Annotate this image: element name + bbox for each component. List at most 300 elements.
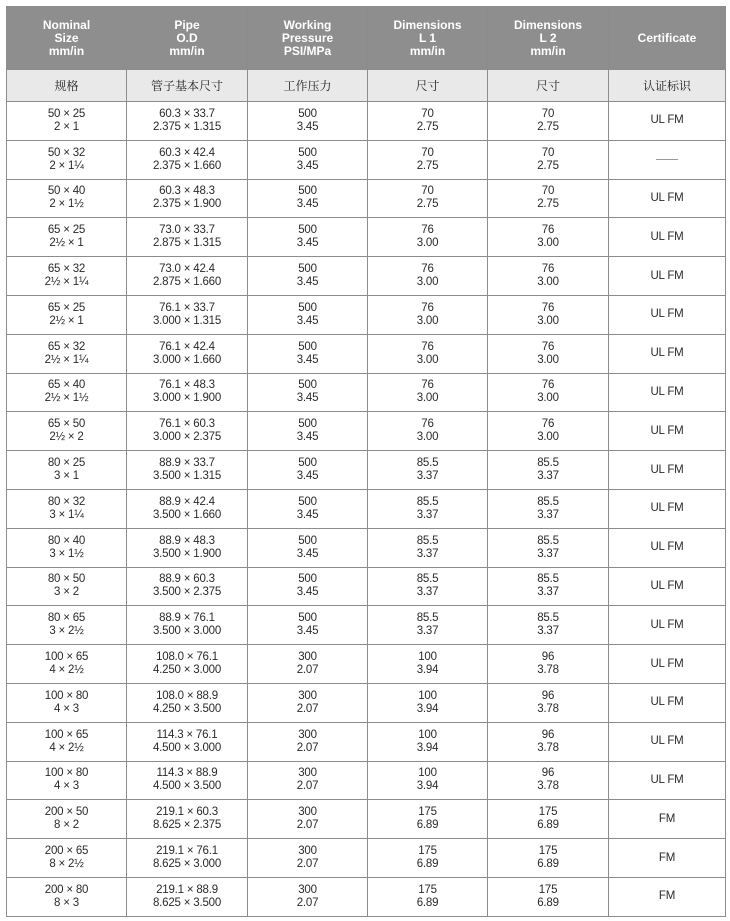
certificate-label: UL FM [650, 735, 684, 748]
cell-pipe-od-metric: 114.3 × 88.9 [156, 767, 218, 780]
cell-nominal-size-imperial: 8 × 3 [54, 896, 79, 909]
cell-working-pressure [248, 102, 368, 141]
cell-nominal-size-imperial: 2 × 1¼ [49, 159, 84, 172]
cell-working-pressure-imperial: 2.07 [296, 664, 319, 677]
cell-dimension-l1-imperial: 3.00 [416, 392, 439, 405]
cell-dimension-l1-metric: 85.5 [416, 534, 439, 547]
cell-dimension-l1-imperial: 2.75 [416, 120, 439, 133]
cell-pipe-od [127, 451, 248, 490]
certificate-label: UL FM [650, 230, 684, 243]
cell-nominal-size-imperial: 2½ × 1¼ [44, 276, 89, 289]
cell-dimension-l1-metric: 76 [421, 340, 434, 353]
cell-pipe-od-imperial: 4.500 × 3.000 [152, 741, 222, 754]
cell-certificate [609, 102, 726, 141]
table-row [7, 451, 726, 490]
cell-certificate [609, 567, 726, 606]
header-cn-pipe-od: 管子基本尺寸 [127, 70, 248, 102]
cell-working-pressure-metric: 500 [298, 224, 317, 237]
table-row [7, 412, 726, 451]
cell-nominal-size-metric: 80 × 40 [47, 534, 86, 547]
cell-dimension-l1-imperial: 2.75 [416, 159, 439, 172]
cell-working-pressure-metric: 300 [298, 651, 317, 664]
cell-dimension-l2-metric: 96 [541, 689, 555, 702]
cell-dimension-l2-imperial: 3.78 [537, 702, 559, 715]
cell-pipe-od-imperial: 3.000 × 1.660 [152, 353, 222, 366]
cell-dimension-l1-metric: 100 [418, 767, 437, 780]
cell-dimension-l2-metric: 76 [541, 340, 555, 353]
cell-dimension-l2 [488, 722, 609, 761]
cell-working-pressure-imperial: 2.07 [296, 858, 319, 871]
cell-pipe-od [127, 140, 248, 179]
cell-dimension-l2 [488, 373, 609, 412]
cell-dimension-l2-metric: 70 [541, 185, 555, 198]
certificate-label: UL FM [650, 463, 684, 476]
certificate-label: UL FM [650, 502, 684, 515]
cell-working-pressure [248, 606, 368, 645]
cell-working-pressure [248, 800, 368, 839]
cell-dimension-l1-imperial: 3.94 [416, 702, 439, 715]
cell-dimension-l1-imperial: 6.89 [416, 858, 439, 871]
cell-dimension-l1 [368, 451, 488, 490]
cell-nominal-size-imperial: 4 × 3 [54, 780, 79, 793]
cell-pipe-od-metric: 108.0 × 76.1 [156, 651, 218, 664]
cell-nominal-size [7, 295, 127, 334]
cell-nominal-size [7, 334, 127, 373]
cell-dimension-l1-metric: 76 [421, 379, 434, 392]
cell-pipe-od-metric: 88.9 × 60.3 [159, 573, 215, 586]
cell-pipe-od-imperial: 3.500 × 3.000 [152, 625, 222, 638]
cell-nominal-size-imperial: 8 × 2½ [49, 858, 84, 871]
cell-dimension-l2-imperial: 2.75 [537, 120, 559, 133]
cell-working-pressure [248, 528, 368, 567]
cell-working-pressure-metric: 500 [298, 534, 317, 547]
cell-dimension-l1-metric: 85.5 [416, 612, 439, 625]
cell-working-pressure-imperial: 3.45 [296, 392, 319, 405]
cell-dimension-l2 [488, 567, 609, 606]
cell-working-pressure-imperial: 3.45 [296, 625, 319, 638]
table-row [7, 334, 726, 373]
cell-dimension-l2-metric: 70 [541, 107, 555, 120]
cell-dimension-l2 [488, 451, 609, 490]
cell-dimension-l2-metric: 96 [541, 728, 555, 741]
cell-working-pressure [248, 334, 368, 373]
cell-pipe-od-imperial: 2.375 × 1.660 [152, 159, 222, 172]
cell-dimension-l2-metric: 96 [541, 767, 555, 780]
cell-dimension-l2-metric: 76 [541, 379, 555, 392]
cell-working-pressure [248, 722, 368, 761]
cell-dimension-l1 [368, 839, 488, 878]
cell-dimension-l2-imperial: 3.00 [537, 237, 559, 250]
cell-nominal-size [7, 257, 127, 296]
cell-dimension-l2 [488, 218, 609, 257]
cell-nominal-size-metric: 80 × 50 [47, 573, 86, 586]
spec-table [6, 6, 726, 917]
cell-nominal-size [7, 800, 127, 839]
cell-working-pressure [248, 683, 368, 722]
cell-certificate [609, 412, 726, 451]
table-row [7, 722, 726, 761]
cell-pipe-od-metric: 76.1 × 60.3 [159, 418, 215, 431]
cell-pipe-od [127, 683, 248, 722]
cell-dimension-l2-metric: 85.5 [537, 573, 559, 586]
cell-pipe-od [127, 373, 248, 412]
cell-dimension-l1-imperial: 3.37 [416, 586, 439, 599]
cell-pipe-od [127, 800, 248, 839]
cell-pipe-od-metric: 108.0 × 88.9 [156, 689, 218, 702]
cell-pipe-od-metric: 60.3 × 48.3 [159, 185, 215, 198]
cell-pipe-od-metric: 76.1 × 33.7 [159, 301, 215, 314]
certificate-label: UL FM [650, 657, 684, 670]
cell-dimension-l1 [368, 334, 488, 373]
cell-certificate [609, 140, 726, 179]
cell-pipe-od [127, 102, 248, 141]
cell-working-pressure [248, 412, 368, 451]
cell-working-pressure-metric: 500 [298, 301, 317, 314]
cell-dimension-l2 [488, 839, 609, 878]
cell-nominal-size [7, 567, 127, 606]
cell-dimension-l1-metric: 175 [418, 883, 437, 896]
cell-pipe-od-imperial: 8.625 × 2.375 [152, 819, 222, 832]
header-cn-certificate: 认证标识 [609, 70, 726, 102]
cell-dimension-l1-imperial: 3.00 [416, 237, 439, 250]
cell-pipe-od-imperial: 2.375 × 1.315 [152, 120, 222, 133]
cell-nominal-size-imperial: 3 × 1½ [49, 547, 84, 560]
certificate-label: UL FM [650, 773, 684, 786]
certificate-label: UL FM [650, 541, 684, 554]
certificate-label: UL FM [650, 696, 684, 709]
cell-working-pressure [248, 489, 368, 528]
cell-dimension-l1-metric: 100 [418, 651, 437, 664]
cell-nominal-size [7, 683, 127, 722]
cell-dimension-l2-imperial: 2.75 [537, 159, 559, 172]
cell-dimension-l2 [488, 528, 609, 567]
cell-working-pressure-imperial: 3.45 [296, 431, 319, 444]
cell-dimension-l1-metric: 76 [421, 418, 434, 431]
cell-nominal-size-metric: 200 × 65 [44, 845, 89, 858]
cell-certificate [609, 489, 726, 528]
cell-nominal-size-metric: 80 × 32 [47, 495, 86, 508]
header-cn-l2: 尺寸 [488, 70, 609, 102]
cell-working-pressure [248, 761, 368, 800]
cell-dimension-l1 [368, 257, 488, 296]
cell-dimension-l1-imperial: 3.37 [416, 508, 439, 521]
cell-working-pressure-metric: 500 [298, 612, 317, 625]
cell-dimension-l2-metric: 85.5 [537, 534, 559, 547]
cell-nominal-size-imperial: 4 × 2½ [49, 741, 84, 754]
cell-dimension-l2-metric: 76 [541, 224, 555, 237]
cell-nominal-size-metric: 50 × 25 [47, 107, 86, 120]
cell-pipe-od [127, 489, 248, 528]
cell-dimension-l1-imperial: 3.00 [416, 431, 439, 444]
cell-nominal-size-imperial: 4 × 2½ [49, 664, 84, 677]
cell-dimension-l2-metric: 175 [538, 845, 558, 858]
cell-working-pressure-metric: 300 [298, 845, 317, 858]
cell-nominal-size-imperial: 3 × 2½ [49, 625, 84, 638]
cell-working-pressure-metric: 500 [298, 457, 317, 470]
certificate-label: UL FM [650, 424, 684, 437]
cell-nominal-size-imperial: 3 × 1¼ [49, 508, 84, 521]
cell-pipe-od-metric: 60.3 × 42.4 [159, 146, 215, 159]
cell-dimension-l1 [368, 179, 488, 218]
cell-dimension-l1-imperial: 3.00 [416, 276, 439, 289]
cell-nominal-size [7, 645, 127, 684]
cell-nominal-size-metric: 80 × 25 [47, 457, 86, 470]
cell-nominal-size-metric: 80 × 65 [47, 612, 86, 625]
cell-nominal-size-metric: 200 × 80 [44, 883, 89, 896]
empty-dash [656, 159, 678, 160]
cell-dimension-l2-imperial: 3.00 [537, 431, 559, 444]
cell-dimension-l2-metric: 85.5 [537, 612, 559, 625]
cell-nominal-size-metric: 50 × 40 [47, 185, 86, 198]
cell-working-pressure [248, 567, 368, 606]
cell-dimension-l1 [368, 489, 488, 528]
cell-dimension-l2-imperial: 3.00 [537, 392, 559, 405]
cell-nominal-size [7, 877, 127, 916]
cell-dimension-l1-imperial: 3.00 [416, 353, 439, 366]
table-body [7, 102, 726, 917]
cell-working-pressure-imperial: 3.45 [296, 314, 319, 327]
certificate-label: FM [658, 890, 676, 903]
header-cn-size: 规格 [7, 70, 127, 102]
cell-dimension-l1 [368, 567, 488, 606]
cell-dimension-l1-imperial: 3.94 [416, 664, 439, 677]
cell-pipe-od [127, 722, 248, 761]
cell-pipe-od [127, 606, 248, 645]
cell-working-pressure-imperial: 3.45 [296, 276, 319, 289]
cell-dimension-l1 [368, 800, 488, 839]
cell-nominal-size-metric: 65 × 25 [47, 224, 86, 237]
cell-dimension-l1-imperial: 3.37 [416, 625, 439, 638]
cell-dimension-l2-metric: 70 [541, 146, 555, 159]
header-row [7, 7, 726, 70]
cell-pipe-od-imperial: 2.375 × 1.900 [152, 198, 222, 211]
cell-pipe-od-imperial: 8.625 × 3.000 [152, 858, 222, 871]
table-row [7, 761, 726, 800]
table-row [7, 295, 726, 334]
cell-pipe-od-metric: 88.9 × 42.4 [159, 495, 215, 508]
cell-dimension-l2-imperial: 6.89 [537, 819, 559, 832]
table-row [7, 140, 726, 179]
cell-dimension-l1-metric: 70 [421, 107, 434, 120]
cell-dimension-l2 [488, 412, 609, 451]
cell-nominal-size [7, 839, 127, 878]
certificate-label: UL FM [650, 579, 684, 592]
cell-pipe-od-metric: 114.3 × 76.1 [156, 728, 218, 741]
cell-pipe-od [127, 295, 248, 334]
cell-dimension-l1-metric: 175 [418, 845, 437, 858]
cell-certificate [609, 800, 726, 839]
cell-pipe-od [127, 179, 248, 218]
cell-certificate [609, 257, 726, 296]
cell-dimension-l2-imperial: 3.78 [537, 664, 559, 677]
table-row [7, 683, 726, 722]
header-working-pressure: Working Pressure PSI/MPa [248, 7, 368, 70]
table-row [7, 800, 726, 839]
cell-certificate [609, 451, 726, 490]
cell-dimension-l1 [368, 606, 488, 645]
cell-working-pressure [248, 839, 368, 878]
cell-dimension-l2 [488, 761, 609, 800]
cell-nominal-size-imperial: 2½ × 1¼ [44, 353, 89, 366]
certificate-label: UL FM [650, 308, 684, 321]
cell-dimension-l1-imperial: 6.89 [416, 819, 439, 832]
cell-pipe-od [127, 412, 248, 451]
cell-certificate [609, 645, 726, 684]
cell-pipe-od-imperial: 3.500 × 1.660 [152, 508, 222, 521]
cell-nominal-size-imperial: 2 × 1½ [49, 198, 84, 211]
cell-dimension-l2-imperial: 6.89 [537, 896, 559, 909]
cell-pipe-od-metric: 219.1 × 88.9 [156, 883, 218, 896]
header-dimension-l2: Dimensions L 2 mm/in [488, 7, 609, 70]
cell-dimension-l2 [488, 645, 609, 684]
cell-dimension-l2-imperial: 3.00 [537, 314, 559, 327]
cell-pipe-od-imperial: 4.250 × 3.000 [152, 664, 222, 677]
cell-nominal-size-imperial: 2½ × 1½ [44, 392, 89, 405]
cell-certificate [609, 373, 726, 412]
cell-nominal-size-imperial: 2½ × 1 [49, 237, 84, 250]
certificate-label: UL FM [650, 269, 684, 282]
cell-dimension-l2-metric: 76 [541, 301, 555, 314]
cell-dimension-l1-metric: 100 [418, 689, 437, 702]
cell-dimension-l2 [488, 102, 609, 141]
cell-pipe-od [127, 257, 248, 296]
cell-dimension-l2-metric: 175 [538, 806, 558, 819]
cell-pipe-od-imperial: 3.000 × 1.315 [152, 314, 222, 327]
cell-working-pressure [248, 140, 368, 179]
cell-working-pressure-imperial: 3.45 [296, 198, 319, 211]
header-nominal-size: Nominal Size mm/in [7, 7, 127, 70]
cell-working-pressure-metric: 500 [298, 185, 317, 198]
table-row [7, 839, 726, 878]
header-cn-l1: 尺寸 [368, 70, 488, 102]
cell-pipe-od [127, 877, 248, 916]
cell-pipe-od-imperial: 3.500 × 1.900 [152, 547, 222, 560]
cell-dimension-l2-metric: 76 [541, 418, 555, 431]
cell-dimension-l1-metric: 76 [421, 263, 434, 276]
cell-dimension-l2 [488, 489, 609, 528]
cell-dimension-l1 [368, 683, 488, 722]
cell-certificate [609, 334, 726, 373]
cell-dimension-l1-metric: 85.5 [416, 457, 439, 470]
cell-working-pressure-imperial: 3.45 [296, 237, 319, 250]
cell-pipe-od-imperial: 3.000 × 1.900 [152, 392, 222, 405]
cell-nominal-size [7, 528, 127, 567]
cell-dimension-l2-imperial: 3.37 [537, 547, 559, 560]
cell-dimension-l1-metric: 76 [421, 224, 434, 237]
header-cn-pressure: 工作压力 [248, 70, 368, 102]
cell-pipe-od [127, 839, 248, 878]
cell-pipe-od-imperial: 3.500 × 1.315 [152, 470, 222, 483]
cell-dimension-l1 [368, 645, 488, 684]
cell-dimension-l2-imperial: 3.78 [537, 780, 559, 793]
cell-working-pressure-metric: 500 [298, 573, 317, 586]
cell-working-pressure [248, 179, 368, 218]
certificate-label: FM [658, 851, 676, 864]
header-pipe-od: Pipe O.D mm/in [127, 7, 248, 70]
cell-dimension-l2-imperial: 3.00 [537, 353, 559, 366]
table-row [7, 102, 726, 141]
cell-nominal-size [7, 761, 127, 800]
header-row-chinese [7, 70, 726, 102]
cell-certificate [609, 295, 726, 334]
cell-dimension-l2-metric: 96 [541, 651, 555, 664]
table-row [7, 489, 726, 528]
cell-working-pressure-imperial: 3.45 [296, 159, 319, 172]
cell-pipe-od-metric: 73.0 × 42.4 [159, 263, 215, 276]
cell-pipe-od [127, 761, 248, 800]
cell-working-pressure-metric: 500 [298, 418, 317, 431]
cell-pipe-od [127, 334, 248, 373]
cell-working-pressure-metric: 300 [298, 767, 317, 780]
cell-pipe-od-metric: 76.1 × 42.4 [159, 340, 215, 353]
cell-working-pressure-metric: 300 [298, 806, 317, 819]
cell-nominal-size-metric: 65 × 40 [47, 379, 86, 392]
cell-nominal-size-metric: 100 × 80 [44, 689, 89, 702]
cell-working-pressure-metric: 500 [298, 263, 317, 276]
cell-certificate [609, 528, 726, 567]
cell-working-pressure-imperial: 2.07 [296, 741, 319, 754]
cell-pipe-od-metric: 60.3 × 33.7 [159, 107, 215, 120]
cell-working-pressure-imperial: 2.07 [296, 780, 319, 793]
cell-working-pressure-metric: 300 [298, 689, 317, 702]
cell-dimension-l2 [488, 877, 609, 916]
cell-nominal-size-imperial: 2 × 1 [54, 120, 79, 133]
cell-dimension-l1-metric: 100 [418, 728, 437, 741]
cell-pipe-od-metric: 73.0 × 33.7 [159, 224, 215, 237]
cell-dimension-l1-imperial: 3.37 [416, 547, 439, 560]
cell-working-pressure-metric: 500 [298, 340, 317, 353]
cell-pipe-od [127, 528, 248, 567]
cell-nominal-size [7, 722, 127, 761]
cell-certificate [609, 839, 726, 878]
cell-dimension-l2 [488, 179, 609, 218]
cell-certificate [609, 218, 726, 257]
cell-pipe-od-metric: 219.1 × 60.3 [156, 806, 218, 819]
cell-dimension-l1 [368, 140, 488, 179]
cell-working-pressure-metric: 500 [298, 107, 317, 120]
cell-working-pressure [248, 645, 368, 684]
cell-dimension-l1 [368, 102, 488, 141]
cell-nominal-size-metric: 65 × 25 [47, 301, 86, 314]
cell-pipe-od-metric: 219.1 × 76.1 [156, 845, 218, 858]
cell-pipe-od-metric: 88.9 × 76.1 [159, 612, 215, 625]
cell-dimension-l1-metric: 85.5 [416, 573, 439, 586]
cell-dimension-l2-imperial: 3.37 [537, 508, 559, 521]
cell-dimension-l2-metric: 76 [541, 263, 555, 276]
cell-pipe-od-imperial: 3.500 × 2.375 [152, 586, 222, 599]
cell-certificate [609, 761, 726, 800]
cell-dimension-l1 [368, 528, 488, 567]
cell-certificate [609, 606, 726, 645]
cell-dimension-l2 [488, 800, 609, 839]
table-row [7, 645, 726, 684]
cell-working-pressure-imperial: 3.45 [296, 586, 319, 599]
cell-dimension-l2-imperial: 2.75 [537, 198, 559, 211]
cell-dimension-l2 [488, 295, 609, 334]
cell-dimension-l1 [368, 218, 488, 257]
cell-dimension-l1 [368, 412, 488, 451]
certificate-label: UL FM [650, 114, 684, 127]
cell-nominal-size-imperial: 2½ × 2 [49, 431, 84, 444]
cell-dimension-l1-imperial: 2.75 [416, 198, 439, 211]
cell-dimension-l1-metric: 85.5 [416, 495, 439, 508]
cell-dimension-l2-metric: 85.5 [537, 495, 559, 508]
cell-nominal-size [7, 102, 127, 141]
cell-working-pressure-metric: 300 [298, 728, 317, 741]
cell-nominal-size-metric: 100 × 65 [44, 651, 89, 664]
cell-pipe-od-imperial: 3.000 × 2.375 [152, 431, 222, 444]
cell-nominal-size-imperial: 3 × 2 [54, 586, 79, 599]
